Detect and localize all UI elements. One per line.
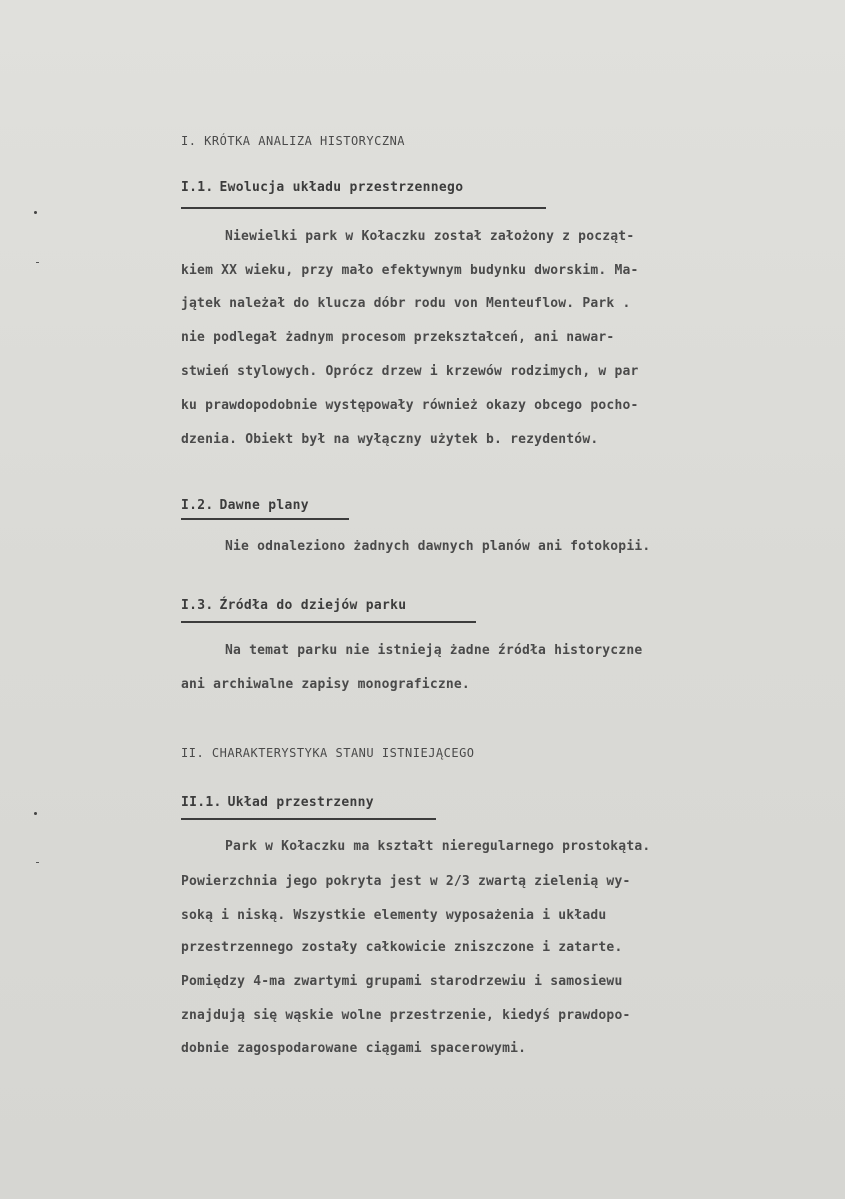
margin-mark [34,211,37,214]
text-line: Pomiędzy 4-ma zwartymi grupami starodrzewiu i samosiewu [181,974,623,989]
subsection-title: Źródła do dziejów parku [219,598,407,613]
text-line: Nie odnaleziono żadnych dawnych planów ani fotokopii. [225,539,651,554]
margin-mark [36,862,39,863]
subsection-title: Układ przestrzenny [227,795,374,810]
text-line: ani archiwalne zapisy monograficzne. [181,677,470,692]
margin-mark [34,812,37,815]
text-line: stwień stylowych. Oprócz drzew i krzewów rodzimych, w par [181,364,639,379]
text-line: dzenia. Obiekt był na wyłączny użytek b. rezydentów. [181,432,599,447]
section-heading: II. CHARAKTERYSTYKA STANU ISTNIEJĄCEGO [181,746,475,760]
subsection-title: Dawne plany [219,498,309,513]
text-line: Powierzchnia jego pokryta jest w 2/3 zwartą zielenią wy- [181,874,631,889]
text-line: soką i niską. Wszystkie elementy wyposażenia i układu [181,908,607,923]
subsection-number: I.3. [181,598,214,613]
text-line: kiem XX wieku, przy mało efektywnym budynku dworskim. Ma- [181,263,639,278]
subsection-number: I.2. [181,498,214,513]
margin-mark [36,262,39,263]
heading-underline [181,621,476,623]
text-line: przestrzennego zostały całkowicie zniszczone i zatarte. [181,940,623,955]
heading-underline [181,518,349,520]
heading-underline [181,818,436,820]
subsection-title: Ewolucja układu przestrzennego [219,180,464,195]
text-line: znajdują się wąskie wolne przestrzenie, kiedyś prawdopo- [181,1008,631,1023]
text-line: Park w Kołaczku ma kształt nieregularnego prostokąta. [225,839,651,854]
text-line: Na temat parku nie istnieją żadne źródła historyczne [225,643,643,658]
text-line: dobnie zagospodarowane ciągami spacerowymi. [181,1041,527,1056]
subsection-heading [181,498,309,513]
subsection-number: II.1. [181,795,222,810]
subsection-heading [181,598,406,613]
subsection-heading [181,180,463,195]
text-line: jątek należał do klucza dóbr rodu von Menteuflow. Park . [181,296,631,311]
text-line: nie podlegał żadnym procesom przekształceń, ani nawar- [181,330,615,345]
text-line: ku prawdopodobnie występowały również okazy obcego pocho- [181,398,639,413]
heading-underline [181,207,546,209]
section-heading: I. KRÓTKA ANALIZA HISTORYCZNA [181,134,406,148]
subsection-heading [181,795,374,810]
subsection-number: I.1. [181,180,214,195]
text-line: Niewielki park w Kołaczku został założony z począt- [225,229,635,244]
